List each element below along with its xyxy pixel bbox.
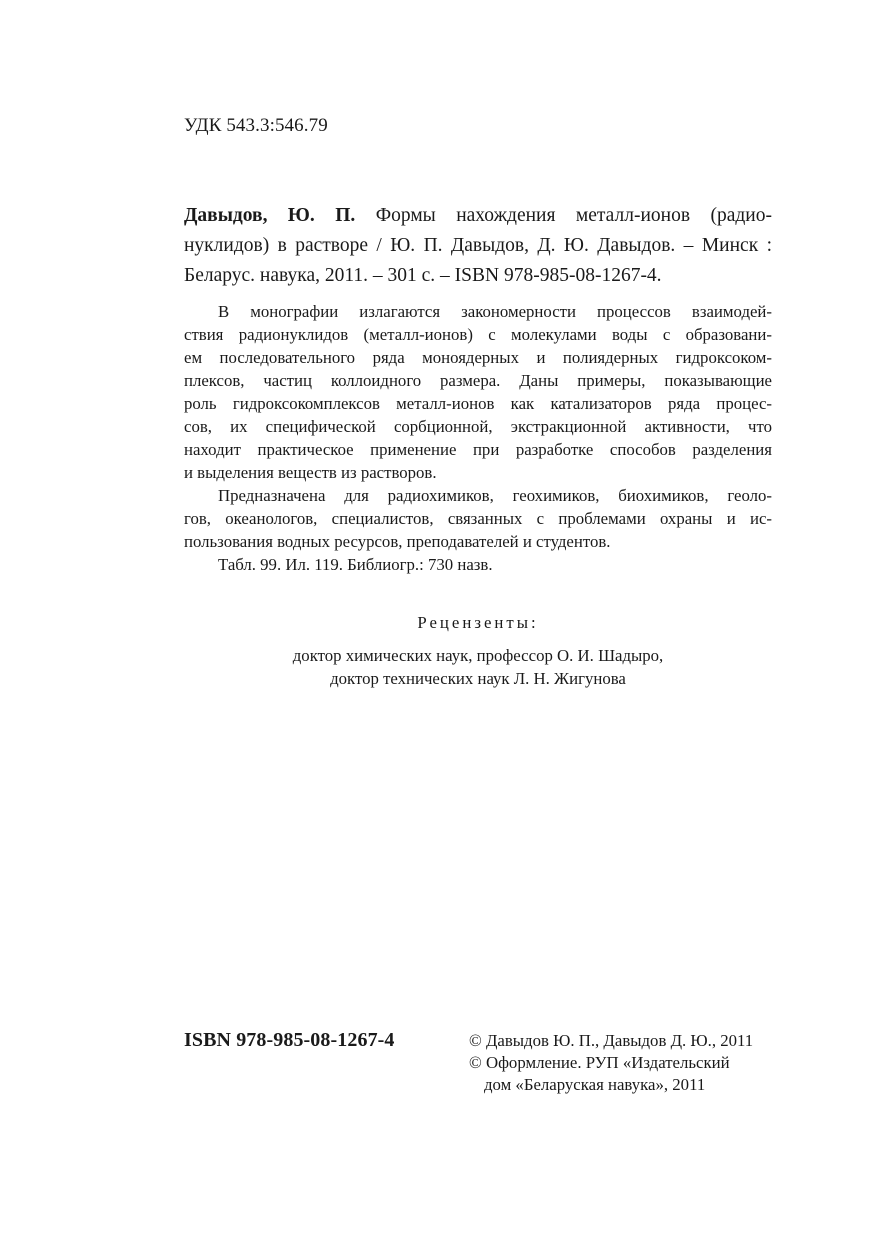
- annotation-line: роль гидроксокомплексов металл-ионов как катализаторов ряда процес-: [184, 394, 772, 413]
- annotation-line: ем последовательного ряда моноядерных и полиядерных гидроксоком-: [184, 348, 772, 367]
- citation-line-3: Беларус. навука, 2011. – 301 с. – ISBN 978-985-08-1267-4.: [184, 265, 662, 286]
- citation-title: Формы нахождения металл-ионов (радио-: [355, 205, 772, 226]
- annotation-line: и выделения веществ из растворов.: [184, 463, 437, 482]
- bibliographic-citation: [184, 201, 772, 291]
- reviewer-1: доктор химических наук, профессор О. И. Шадыро,: [292, 646, 664, 665]
- book-stats: Табл. 99. Ил. 119. Библиогр.: 730 назв.: [218, 555, 493, 574]
- annotation-line: В монографии излагаются закономерности процессов взаимодей-: [218, 302, 772, 321]
- udk-code: УДК 543.3:546.79: [184, 115, 328, 136]
- annotation-line: сов, их специфической сорбционной, экстракционной активности, что: [184, 417, 772, 436]
- copyright-block: [469, 1030, 753, 1096]
- audience-line: гов, океанологов, специалистов, связанных с проблемами охраны и ис-: [184, 509, 772, 528]
- reviewers-block: [184, 611, 772, 690]
- annotation-line: плексов, частиц коллоидного размера. Даны примеры, показывающие: [184, 371, 772, 390]
- annotation: [184, 300, 772, 576]
- audience-line: Предназначена для радиохимиков, геохимиков, биохимиков, геоло-: [218, 486, 772, 505]
- copyright-design: © Оформление. РУП «Издательский: [469, 1053, 730, 1072]
- copyright-publisher: дом «Беларуская навука», 2011: [484, 1075, 706, 1094]
- audience-line: пользования водных ресурсов, преподавателей и студентов.: [184, 532, 611, 551]
- reviewers-heading: Рецензенты:: [417, 613, 539, 632]
- citation-author: Давыдов, Ю. П.: [184, 205, 356, 226]
- reviewer-2: доктор технических наук Л. Н. Жигунова: [330, 669, 626, 688]
- annotation-line: находит практическое применение при разработке способов разделения: [184, 440, 772, 459]
- copyright-authors: © Давыдов Ю. П., Давыдов Д. Ю., 2011: [469, 1031, 754, 1050]
- citation-line-1: [184, 201, 772, 231]
- annotation-line: ствия радионуклидов (металл-ионов) с молекулами воды с образовани-: [184, 325, 772, 344]
- citation-line-2: нуклидов) в растворе / Ю. П. Давыдов, Д. Ю. Давыдов. – Минск :: [184, 235, 772, 256]
- isbn-number: ISBN 978-985-08-1267-4: [184, 1029, 395, 1051]
